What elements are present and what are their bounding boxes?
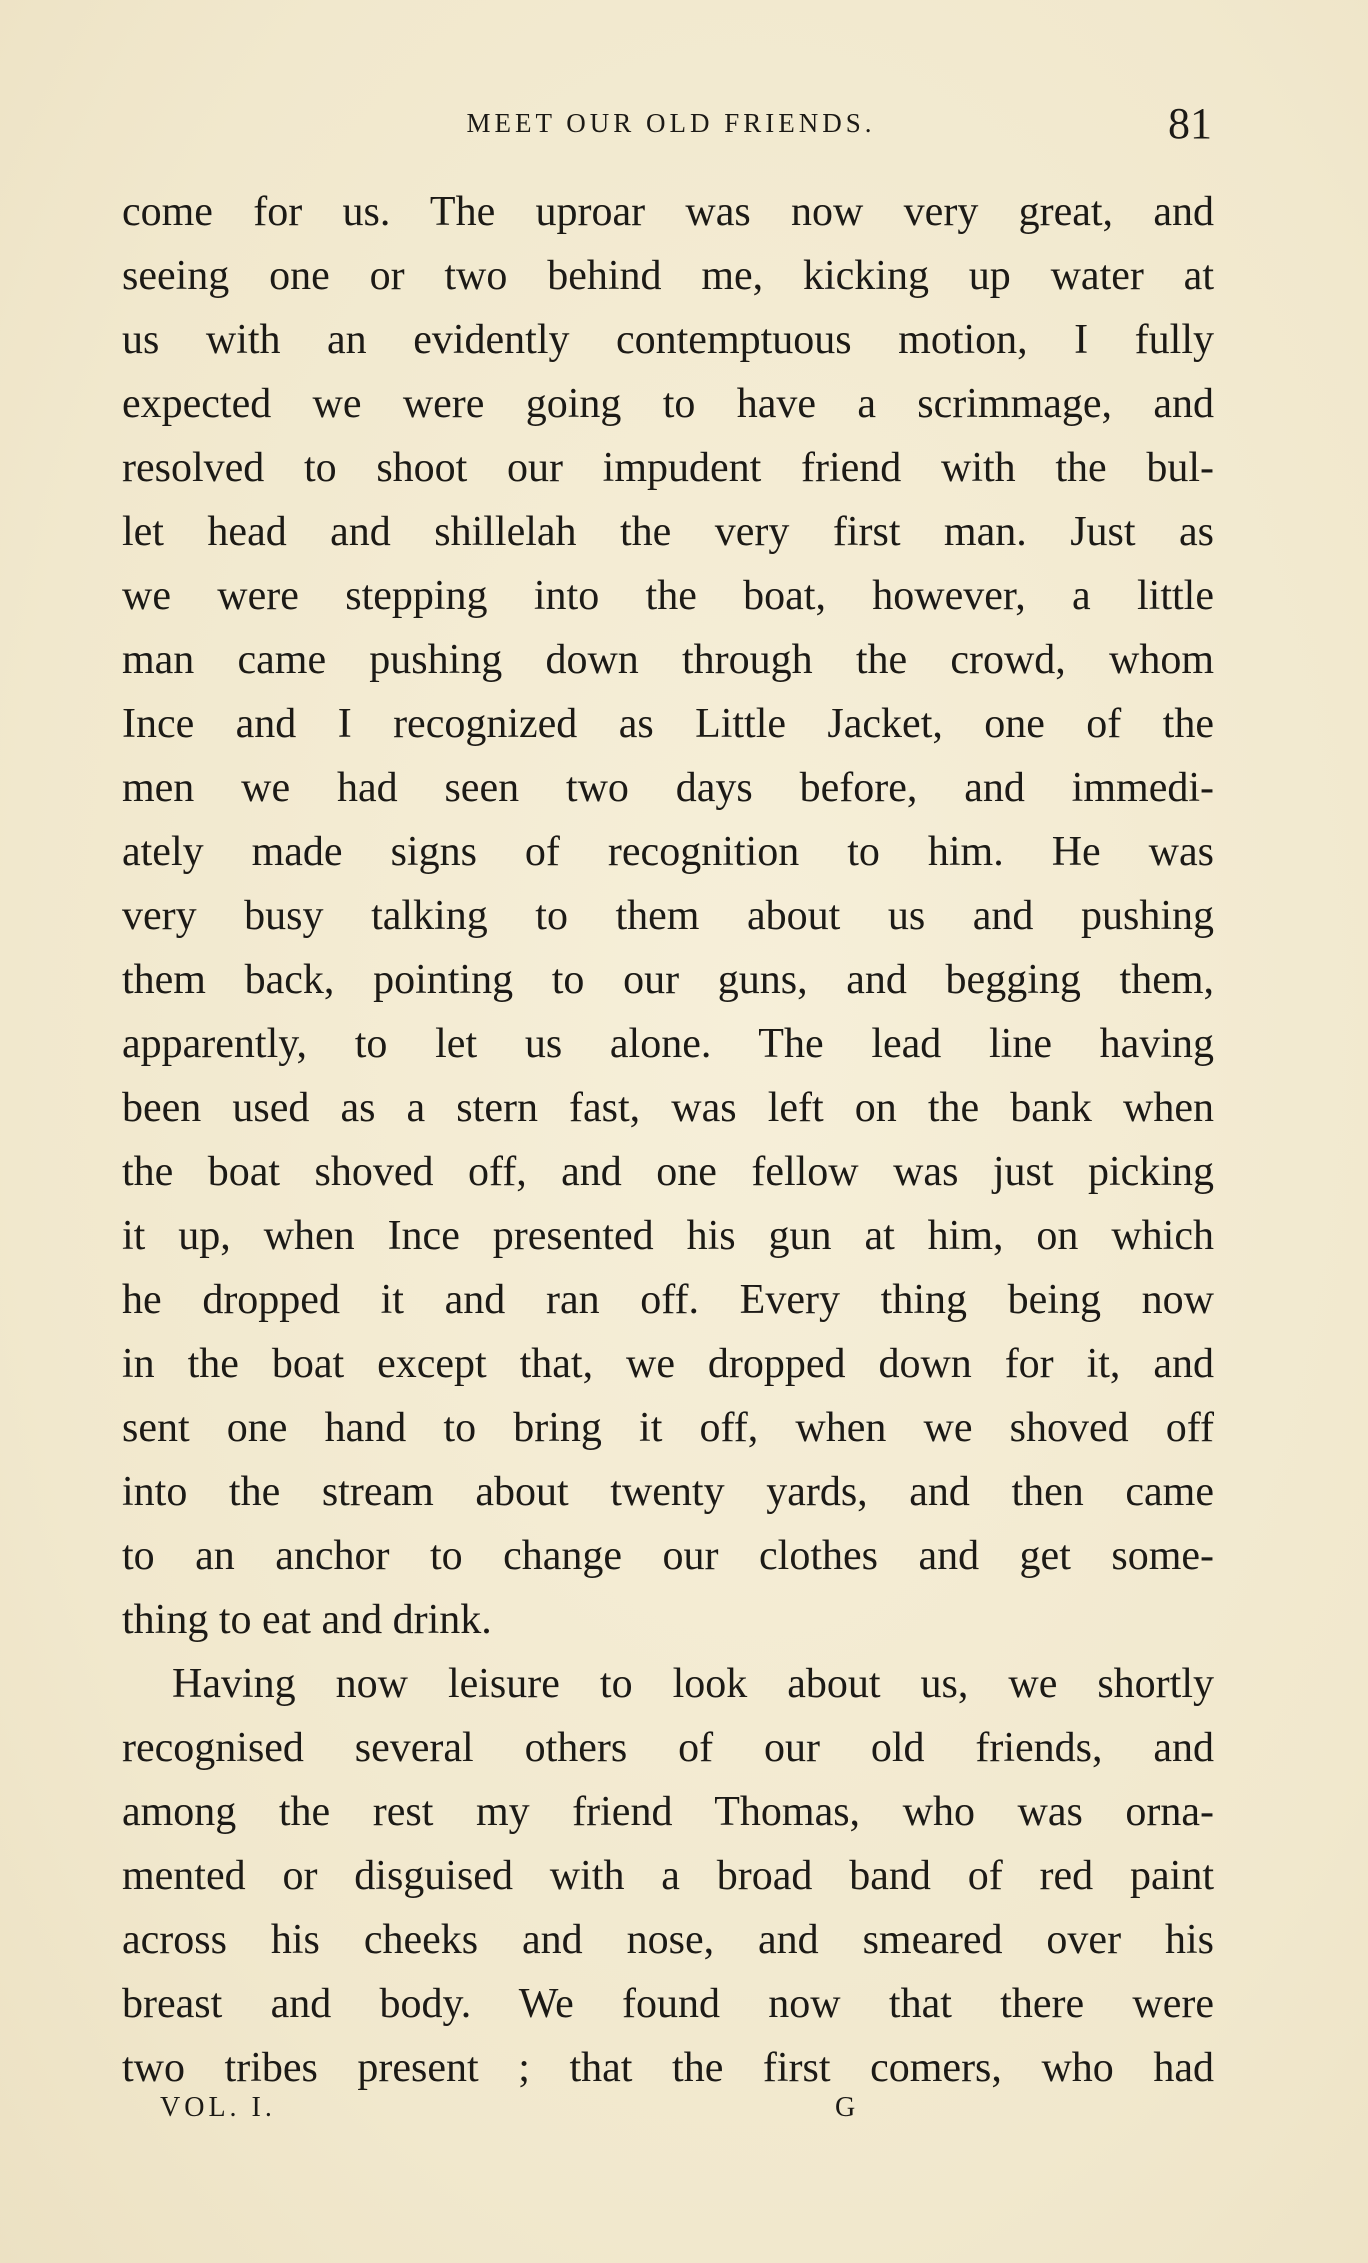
- page-footer: [160, 2092, 1060, 2136]
- text-line: Ince and I recognized as Little Jacket, one of the: [122, 701, 1214, 747]
- text-line: man came pushing down through the crowd, whom: [122, 637, 1214, 683]
- text-line: he dropped it and ran off. Every thing being now: [122, 1277, 1214, 1323]
- text-line: thing to eat and drink.: [122, 1597, 492, 1643]
- text-line: them back, pointing to our guns, and begging them,: [122, 957, 1214, 1003]
- text-line: into the stream about twenty yards, and then came: [122, 1469, 1214, 1515]
- text-line: mented or disguised with a broad band of red paint: [122, 1853, 1214, 1899]
- text-line: let head and shillelah the very first man. Just as: [122, 509, 1214, 555]
- text-line: apparently, to let us alone. The lead line having: [122, 1021, 1214, 1067]
- paragraph-1: [122, 180, 1214, 1652]
- text-line: Having now leisure to look about us, we shortly: [172, 1661, 1214, 1707]
- text-line: in the boat except that, we dropped down for it, and: [122, 1341, 1214, 1387]
- text-line: us with an evidently contemptuous motion, I fully: [122, 317, 1214, 363]
- text-line: ately made signs of recognition to him. He was: [122, 829, 1214, 875]
- text-line: we were stepping into the boat, however, a little: [122, 573, 1214, 619]
- page-number: 81: [1168, 99, 1212, 148]
- running-title: MEET OUR OLD FRIENDS.: [466, 108, 876, 138]
- text-line: it up, when Ince presented his gun at him, on which: [122, 1213, 1214, 1259]
- text-line: breast and body. We found now that there were: [122, 1981, 1214, 2027]
- body-text: [122, 180, 1214, 2100]
- text-line: come for us. The uproar was now very great, and: [122, 189, 1214, 235]
- text-line: recognised several others of our old friends, and: [122, 1725, 1214, 1771]
- text-line: resolved to shoot our impudent friend with the bul-: [122, 445, 1214, 491]
- text-line: been used as a stern fast, was left on the bank when: [122, 1085, 1214, 1131]
- text-line: very busy talking to them about us and pushing: [122, 893, 1214, 939]
- text-line: among the rest my friend Thomas, who was orna-: [122, 1789, 1214, 1835]
- text-line: to an anchor to change our clothes and get some-: [122, 1533, 1214, 1579]
- text-line: the boat shoved off, and one fellow was just picking: [122, 1149, 1214, 1195]
- volume-marker: VOL. I.: [160, 2092, 276, 2123]
- running-head: [130, 98, 1212, 158]
- text-line: seeing one or two behind me, kicking up water at: [122, 253, 1214, 299]
- text-line: men we had seen two days before, and immedi-: [122, 765, 1214, 811]
- text-line: two tribes present ; that the first comers, who had: [122, 2045, 1214, 2091]
- text-line: expected we were going to have a scrimmage, and: [122, 381, 1214, 427]
- text-line: across his cheeks and nose, and smeared over his: [122, 1917, 1214, 1963]
- paragraph-2: [122, 1652, 1214, 2100]
- text-line: sent one hand to bring it off, when we shoved off: [122, 1405, 1214, 1451]
- signature-mark: G: [835, 2092, 856, 2123]
